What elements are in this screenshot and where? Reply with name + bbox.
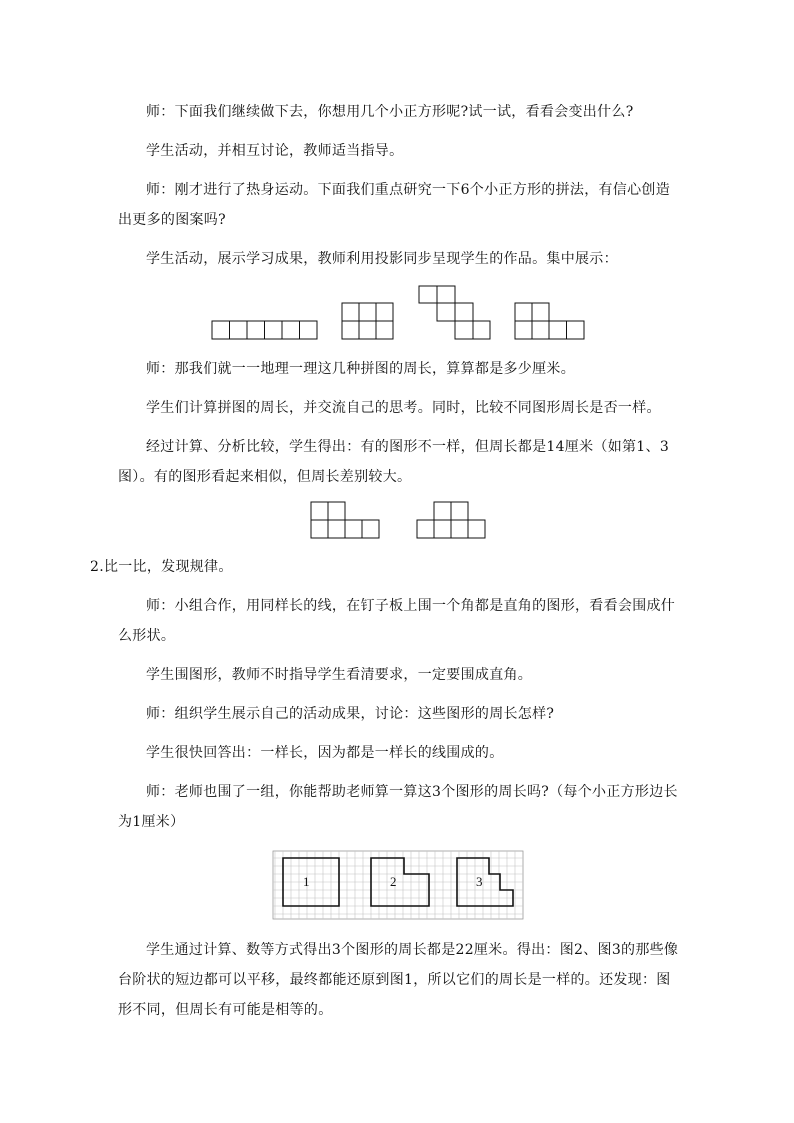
paragraph-conclusion-14cm: 经过计算、分析比较，学生得出：有的图形不一样，但周长都是14厘米（如第1、3图）。有的图形看起来相似，但周长差别较大。 [118, 439, 670, 485]
grid-shape-label-1: 1 [303, 874, 310, 889]
paragraph-students-answer: 学生很快回答出：一样长，因为都是一样长的线围成的。 [146, 745, 504, 761]
paragraph-teacher-six-squares: 师：刚才进行了热身运动。下面我们重点研究一下6个小正方形的拼法，有信心创造出更多的图案吗? [118, 182, 671, 228]
shape-similar-left [311, 502, 379, 538]
grid-lines [273, 851, 523, 919]
section-heading-compare: 2.比一比，发现规律。 [90, 559, 233, 575]
grid-shape-label-2: 2 [390, 874, 397, 889]
paragraph-conclusion-22cm: 学生通过计算、数等方式得出3个图形的周长都是22厘米。得出：图2、图3的那些像台阶状的短边都可以平移，最终都能还原到图1，所以它们的周长是一样的。还发现：图形不同，但周长有可能是相等的。 [118, 942, 679, 1018]
paragraph-teacher-three-shapes: 师：老师也围了一组，你能帮助老师算一算这3个图形的周长吗?（每个小正方形边长为1厘米） [118, 784, 678, 830]
grid-shape-label-3: 3 [476, 874, 483, 889]
paragraph-student-activity: 学生活动，并相互讨论，教师适当指导。 [146, 143, 404, 159]
paragraph-students-compute: 学生们计算拼图的周长，并交流自己的思考。同时，比较不同图形周长是否一样。 [146, 400, 661, 416]
paragraph-teacher-perimeter: 师：那我们就一一地理一理这几种拼图的周长，算算都是多少厘米。 [146, 361, 575, 377]
grid-three-shapes-figure [273, 851, 525, 921]
paragraph-teacher-discuss: 师：组织学生展示自己的活动成果，讨论：这些图形的周长怎样? [146, 706, 555, 722]
paragraph-students-make-shapes: 学生围图形，教师不时指导学生看清要求，一定要围成直角。 [146, 667, 533, 683]
shape-similar-right [417, 502, 485, 538]
paragraph-teacher-continue: 师：下面我们继续做下去，你想用几个小正方形呢?试一试，看看会变出什么? [146, 104, 634, 120]
paragraph-group-work: 师：小组合作，用同样长的线，在钉子板上围一个角都是直角的图形，看看会围成什么形状。 [118, 598, 676, 644]
paragraph-student-showcase: 学生活动，展示学习成果，教师利用投影同步呈现学生的作品。集中展示： [146, 251, 618, 267]
